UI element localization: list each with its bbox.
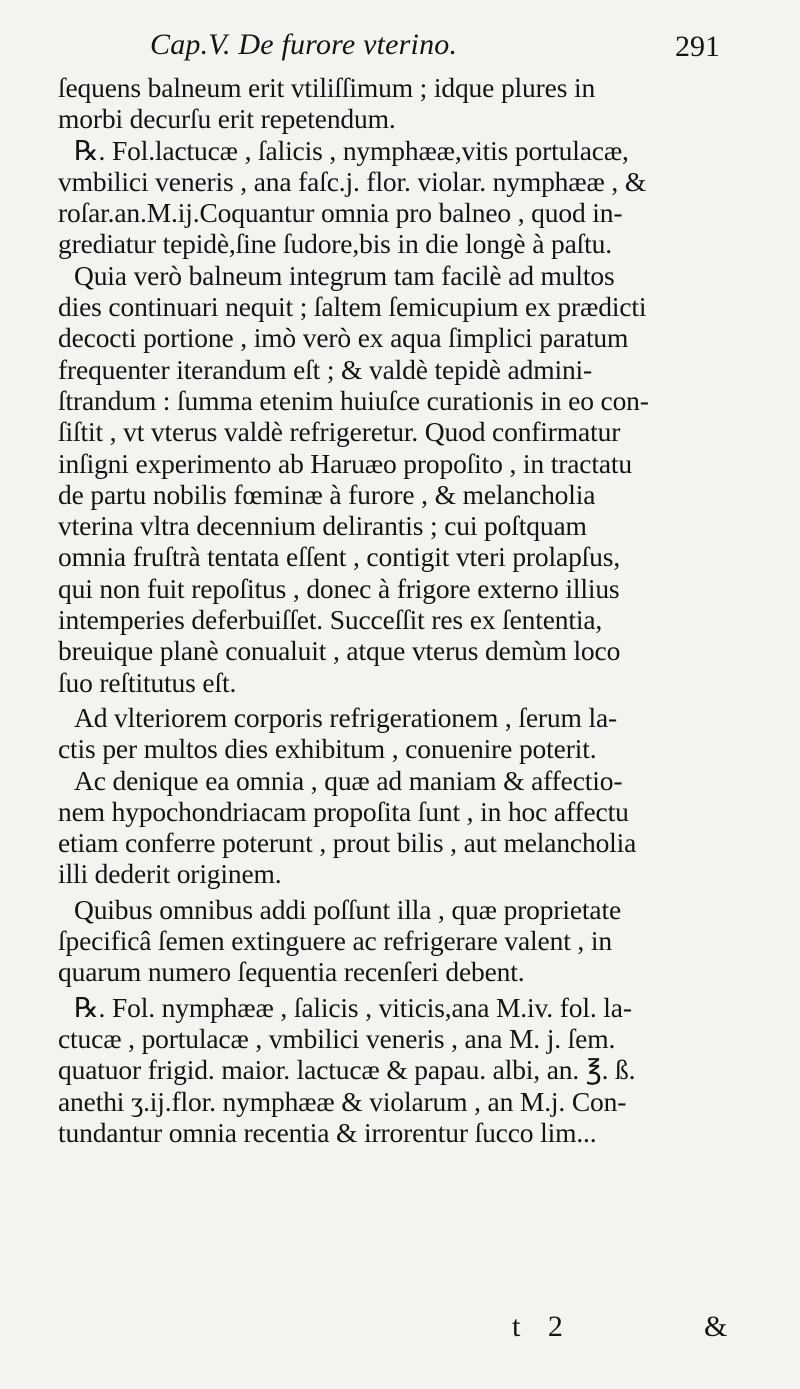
text-line: ſiſtit , vt vterus valdè refrigeretur. Quod confirmatur	[58, 416, 621, 448]
recipe-line: ℞. Fol.lactucæ , ſalicis , nymphææ,vitis portulacæ,	[74, 134, 629, 166]
text-line: tundantur omnia recentia & irrorentur ſucco lim...	[58, 1116, 597, 1148]
paragraph-start-line: Ad vlteriorem corporis refrigerationem , ſerum la-	[74, 701, 618, 733]
text-line: grediatur tepidè,ſine ſudore,bis in die longè à paſtu.	[58, 228, 612, 260]
text-line: dies continuari nequit ; ſaltem ſemicupium ex prædicti	[58, 291, 647, 323]
text-line: qui non fuit repoſitus , donec à frigore externo illius	[58, 572, 620, 604]
catchword: &	[704, 1310, 728, 1343]
text-line: quatuor frigid. maior. lactucæ & papau. albi, an. ℥. ß.	[58, 1054, 636, 1086]
text-line: roſar.an.M.ij.Coquantur omnia pro balneo , quod in-	[58, 197, 623, 229]
text-line: ſuo reſtitutus eſt.	[58, 666, 237, 698]
text-line: decocti portione , imò verò ex aqua ſimplici paratum	[58, 322, 629, 354]
paragraph-start-line: Ac denique ea omnia , quæ ad maniam & affectio-	[74, 764, 623, 796]
text-line: ctucæ , portulacæ , vmbilici veneris , ana M. j. ſem.	[58, 1022, 616, 1054]
page-footer	[0, 1310, 800, 1350]
text-line: ſtrandum : ſumma etenim huiuſce curationis in eo con-	[58, 384, 649, 416]
text-line: etiam conferre poterunt , prout bilis , aut melancholia	[58, 827, 637, 859]
body-text	[58, 72, 708, 1148]
text-line: omnia fruſtrà tentata eſſent , contigit vteri prolapſus,	[58, 541, 621, 573]
text-line: ſpecificâ ſemen extinguere ac refrigerare valent , in	[58, 925, 612, 957]
signature-mark: t 2	[512, 1310, 573, 1343]
text-line: anethi ʒ.ij.flor. nymphææ & violarum , an M.j. Con-	[58, 1085, 627, 1117]
text-line: frequenter iterandum eſt ; & valdè tepidè admini-	[58, 353, 593, 385]
page-header	[150, 28, 720, 64]
text-line: inſigni experimento ab Haruæo propoſito , in tractatu	[58, 447, 632, 479]
recipe-line: ℞. Fol. nymphææ , ſalicis , viticis,ana M.iv. fol. la-	[74, 991, 632, 1023]
paragraph-start-line: Quia verò balneum integrum tam facilè ad multos	[74, 259, 615, 291]
paragraph-start-line: Quibus omnibus addi poſſunt illa , quæ proprietate	[74, 893, 622, 925]
page-number: 291	[675, 30, 720, 63]
text-line: illi dederit originem.	[58, 858, 282, 890]
text-line: ctis per multos dies exhibitum , conuenire poterit.	[58, 733, 597, 765]
text-line: nem hypochondriacam propoſita ſunt , in hoc affectu	[58, 795, 629, 827]
text-line: ſequens balneum erit vtiliſſimum ; idque plures in	[58, 72, 596, 103]
text-line: intemperies deferbuiſſet. Succeſſit res ex ſententia,	[58, 604, 603, 636]
text-line: de partu nobilis fœminæ à furore , & melancholia	[58, 478, 596, 510]
text-line: quarum numero ſequentia recenſeri debent.	[58, 956, 525, 988]
text-line: breuique planè conualuit , atque vterus demùm loco	[58, 635, 621, 667]
text-line: morbi decurſu erit repetendum.	[58, 103, 396, 135]
text-line: vmbilici veneris , ana faſc.j. flor. violar. nymphææ , &	[58, 165, 647, 197]
text-line: vterina vltra decennium delirantis ; cui poſtquam	[58, 510, 587, 542]
running-head: Cap.V. De furore vterino.	[150, 28, 458, 61]
